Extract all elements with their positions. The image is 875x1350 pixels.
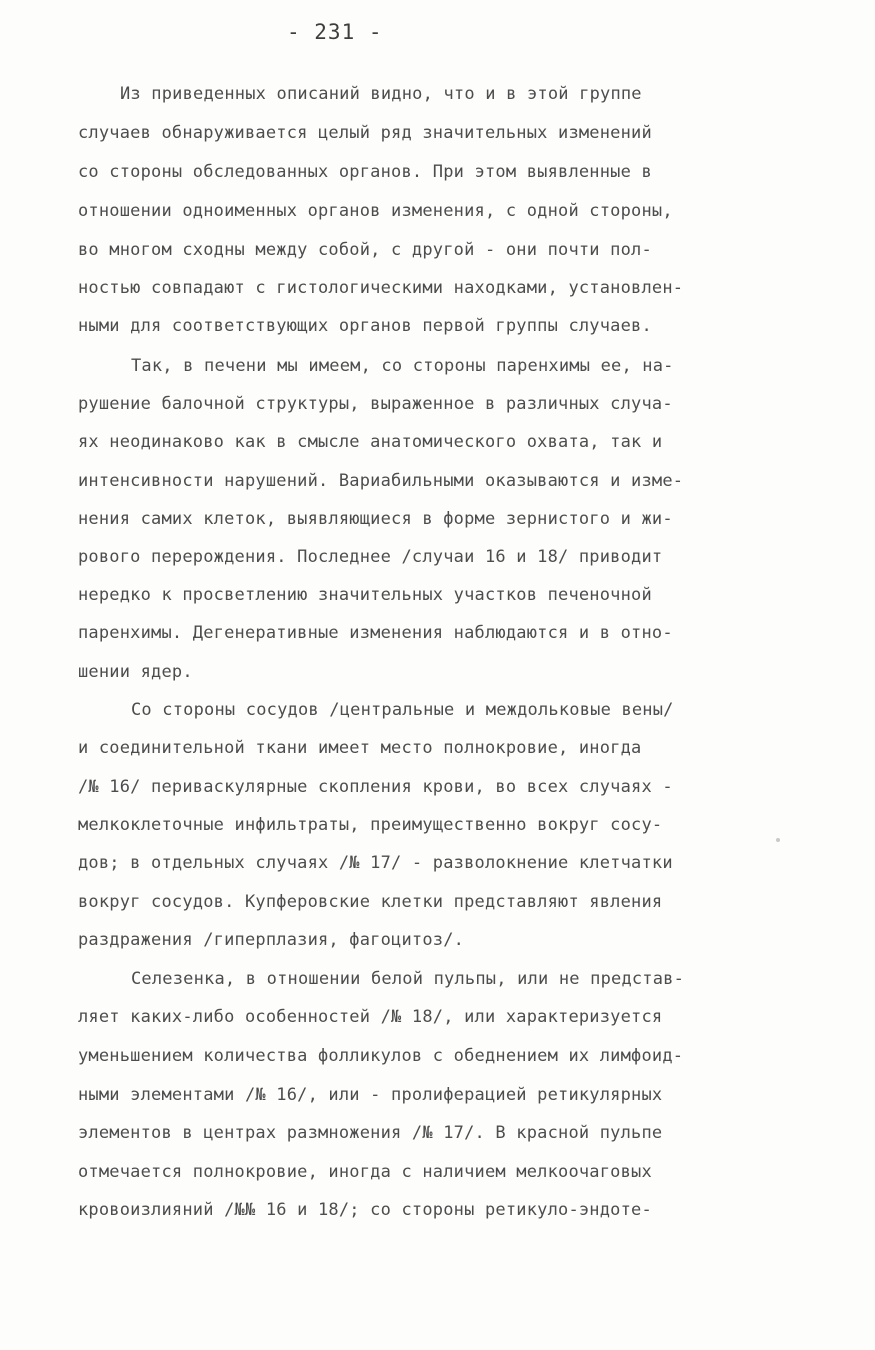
text-line: мелкоклеточные инфильтраты, преимущественно вокруг сосу- xyxy=(78,815,663,835)
text-line: вокруг сосудов. Купферовские клетки представляют явления xyxy=(78,892,663,912)
text-line: Из приведенных описаний видно, что и в этой группе xyxy=(120,84,642,104)
text-line: рушение балочной структуры, выраженное в различных случа- xyxy=(78,394,673,414)
text-line: нередко к просветлению значительных участков печеночной xyxy=(78,585,652,605)
text-line: рового перерождения. Последнее /случаи 16 и 18/ приводит xyxy=(78,547,663,567)
text-line: ными элементами /№ 16/, или - пролиферацией ретикулярных xyxy=(78,1085,663,1105)
text-line: случаев обнаруживается целый ряд значительных изменений xyxy=(78,123,652,143)
text-line: шении ядер. xyxy=(78,662,193,682)
text-line: ляет каких-либо особенностей /№ 18/, или характеризуется xyxy=(78,1007,663,1027)
text-line: дов; в отдельных случаях /№ 17/ - разволокнение клетчатки xyxy=(78,853,673,873)
text-line: отношении одноименных органов изменения, с одной стороны, xyxy=(78,201,673,221)
text-line: и соединительной ткани имеет место полнокровие, иногда xyxy=(78,738,642,758)
text-line: со стороны обследованных органов. При этом выявленные в xyxy=(78,162,652,182)
page-number: - 231 - xyxy=(287,20,383,44)
text-line: Со стороны сосудов /центральные и междольковые вены/ xyxy=(131,700,674,720)
scan-speck xyxy=(776,838,780,842)
text-line: нения самих клеток, выявляющиеся в форме зернистого и жи- xyxy=(78,509,673,529)
text-line: ностью совпадают с гистологическими находками, установлен- xyxy=(78,278,684,298)
text-line: во многом сходны между собой, с другой - они почти пол- xyxy=(78,240,652,260)
text-line: ными для соответствующих органов первой группы случаев. xyxy=(78,316,652,336)
text-line: Так, в печени мы имеем, со стороны паренхимы ее, на- xyxy=(131,356,674,376)
text-line: кровоизлияний /№№ 16 и 18/; со стороны ретикуло-эндоте- xyxy=(78,1200,652,1220)
text-line: интенсивности нарушений. Вариабильными оказываются и изме- xyxy=(78,471,684,491)
text-line: /№ 16/ периваскулярные скопления крови, во всех случаях - xyxy=(78,777,673,797)
text-line: раздражения /гиперплазия, фагоцитоз/. xyxy=(78,930,465,950)
text-line: отмечается полнокровие, иногда с наличием мелкоочаговых xyxy=(78,1162,652,1182)
text-line: ях неодинаково как в смысле анатомического охвата, так и xyxy=(78,432,663,452)
text-line: Селезенка, в отношении белой пульпы, или не представ- xyxy=(131,969,685,989)
text-line: паренхимы. Дегенеративные изменения наблюдаются и в отно- xyxy=(78,623,673,643)
text-line: элементов в центрах размножения /№ 17/. В красной пульпе xyxy=(78,1123,663,1143)
text-line: уменьшением количества фолликулов с обеднением их лимфоид- xyxy=(78,1046,684,1066)
